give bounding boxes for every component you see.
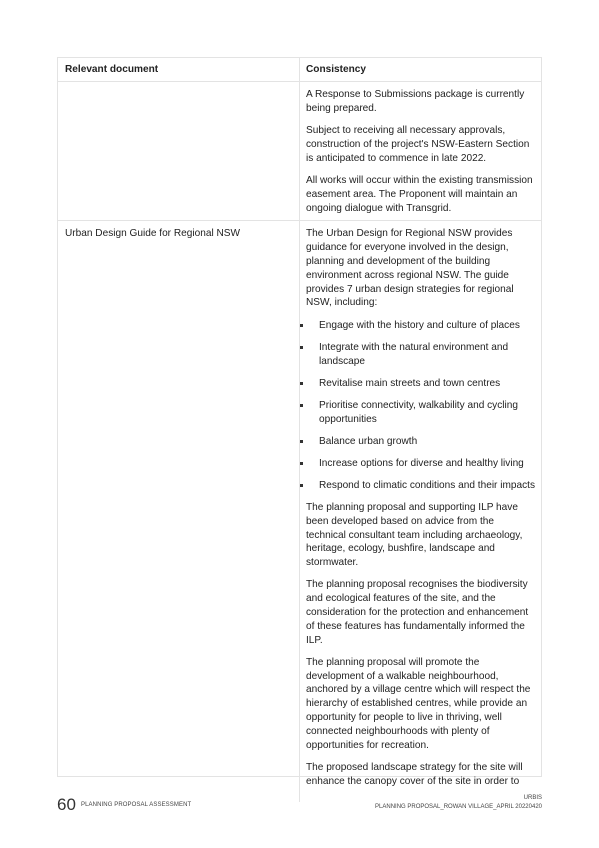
- footer-document-info: [375, 794, 542, 812]
- footer-document-title: PLANNING PROPOSAL_ROWAN VILLAGE_APRIL 20220420: [375, 804, 542, 810]
- list-item: [306, 479, 535, 493]
- bullet-text: Engage with the history and culture of places: [319, 319, 520, 331]
- list-item: [306, 399, 535, 427]
- header-consistency: Consistency: [306, 64, 367, 75]
- table-row: [58, 221, 541, 802]
- square-bullet-icon: [300, 462, 303, 465]
- page-number: 60: [57, 795, 76, 814]
- table-row: [58, 82, 541, 221]
- bullet-text: Increase options for diverse and healthy living: [319, 457, 524, 469]
- row2-paragraph: The planning proposal will promote the development of a walkable neighbourhood, anchored by a village centre which will respect the hierarchy of established centres, while provide an opportunity for people to live in thriving, well connected neighbourhoods with plenty of opportunities for recreation.: [306, 656, 531, 751]
- square-bullet-icon: [300, 484, 303, 487]
- square-bullet-icon: [300, 440, 303, 443]
- bullet-text: Revitalise main streets and town centres: [319, 377, 501, 389]
- square-bullet-icon: [300, 346, 303, 349]
- bullet-text: Respond to climatic conditions and their impacts: [319, 479, 536, 491]
- row2-paragraph: The planning proposal recognises the biodiversity and ecological features of the site, and the consideration for the protection and enhancement of these features has fundamentally informed the ILP.: [306, 579, 529, 646]
- footer-company: URBIS: [523, 795, 542, 801]
- row2-document: Urban Design Guide for Regional NSW: [58, 221, 300, 802]
- row1-consistency: [300, 82, 541, 220]
- row1-paragraph: A Response to Submissions package is currently being prepared.: [306, 89, 525, 114]
- list-item: [306, 377, 535, 391]
- header-relevant-document: Relevant document: [58, 58, 300, 81]
- consistency-table: [57, 57, 542, 787]
- row1-paragraph: Subject to receiving all necessary approvals, construction of the project's NSW-Eastern Section is anticipated to commence in late 2022.: [306, 125, 530, 164]
- bullet-text: Prioritise connectivity, walkability and cycling opportunities: [319, 399, 518, 425]
- row1-document: [58, 82, 300, 220]
- row2-intro: The Urban Design for Regional NSW provides guidance for everyone involved in the design, planning and development of the building environment across regional NSW. The guide provides 7 urban design strategies for regional NSW, including:: [306, 228, 514, 309]
- row2-paragraph: The planning proposal and supporting ILP have been developed based on advice from the technical consultant team including archaeology, heritage, ecology, bushfire, landscape and stormwater.: [306, 501, 523, 569]
- strategy-bullet-list: [306, 319, 535, 493]
- footer-section-title: PLANNING PROPOSAL ASSESSMENT: [81, 802, 192, 808]
- row2-consistency: [300, 221, 541, 802]
- list-item: [306, 341, 535, 369]
- list-item: [306, 457, 535, 471]
- table-header-row: [58, 58, 541, 82]
- square-bullet-icon: [300, 324, 303, 327]
- list-item: [306, 435, 535, 449]
- square-bullet-icon: [300, 404, 303, 407]
- bullet-text: Integrate with the natural environment and landscape: [319, 341, 509, 367]
- row1-paragraph: All works will occur within the existing transmission easement area. The Proponent will maintain an ongoing dialogue with Transgrid.: [306, 174, 533, 214]
- bullet-text: Balance urban growth: [319, 435, 418, 447]
- list-item: [306, 319, 535, 333]
- square-bullet-icon: [300, 382, 303, 385]
- row2-paragraph: The proposed landscape strategy for the site will enhance the canopy cover of the site in order to: [306, 761, 523, 787]
